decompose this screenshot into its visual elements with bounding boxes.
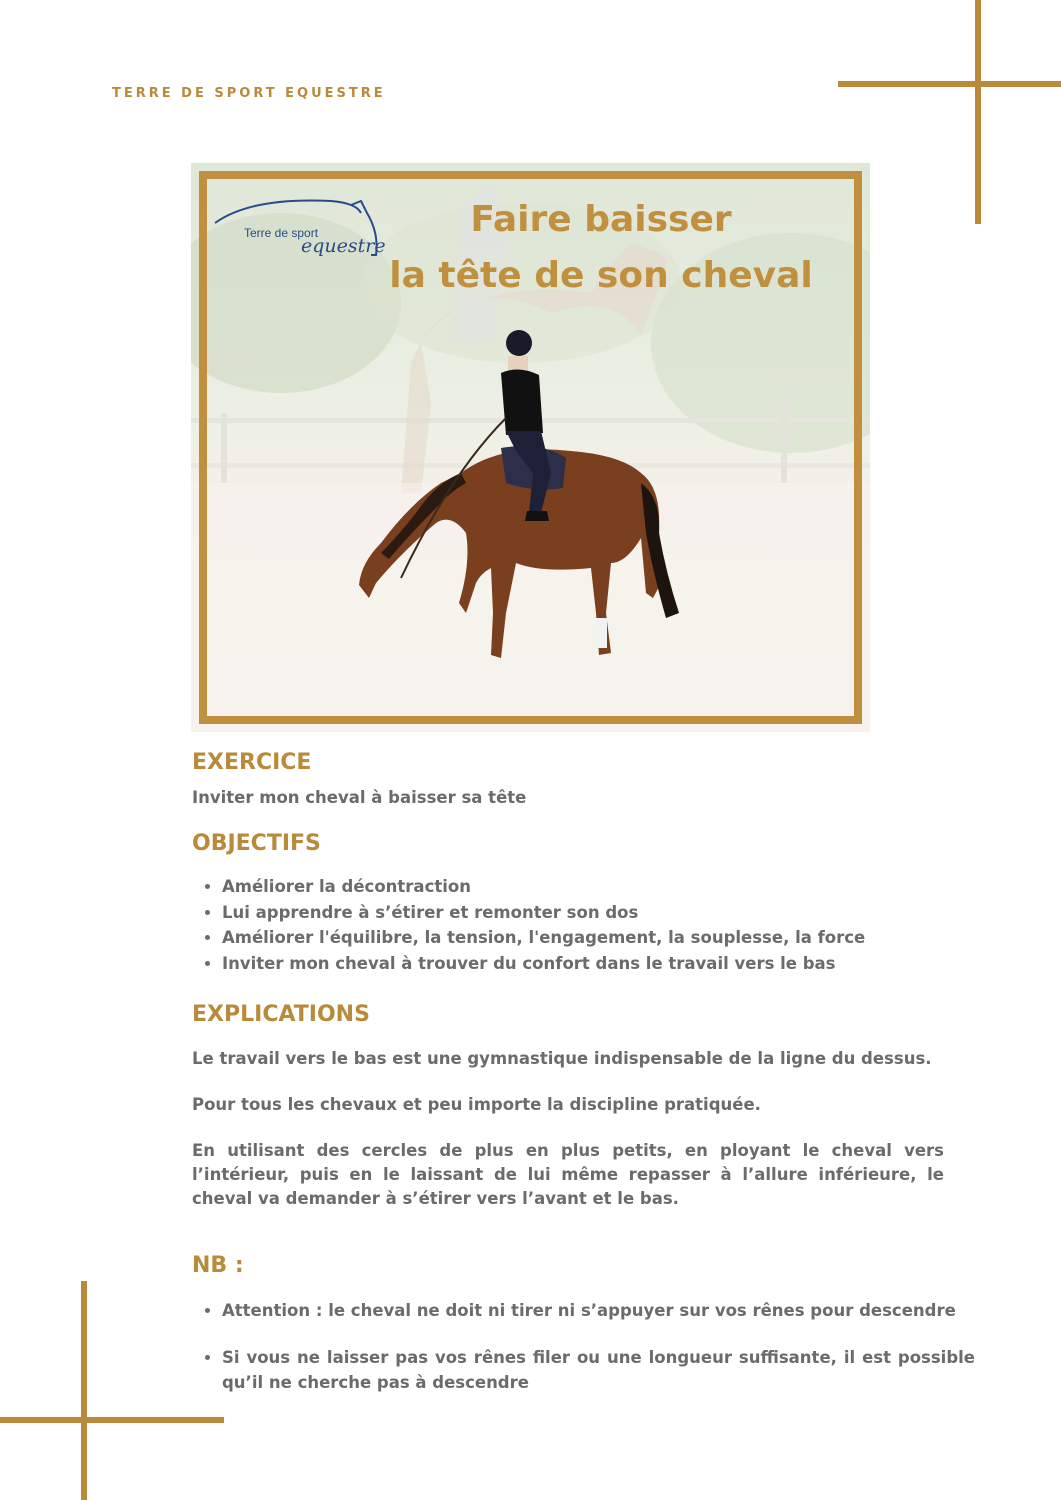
logo-text-top: Terre de sport bbox=[244, 226, 319, 240]
exercice-heading: EXERCICE bbox=[192, 750, 312, 775]
brand-header: TERRE DE SPORT EQUESTRE bbox=[112, 86, 386, 101]
explications-section bbox=[192, 1002, 944, 1211]
horse-rider-illustration bbox=[341, 323, 701, 668]
corner-line-top-vertical bbox=[975, 0, 981, 224]
objectifs-list bbox=[192, 874, 944, 976]
logo-text-bottom: equestre bbox=[301, 235, 386, 257]
nb-heading: NB : bbox=[192, 1253, 244, 1278]
corner-line-bottom-horizontal bbox=[0, 1417, 224, 1423]
objectifs-heading: OBJECTIFS bbox=[192, 831, 321, 856]
explications-paragraph: En utilisant des cercles de plus en plus petits, en ployant le cheval vers l’intérieur, puis en le laissant de lui même repasser à l’allure inférieure, le cheval va demander à s’étirer vers l’avant et le bas. bbox=[192, 1141, 944, 1208]
nb-list bbox=[192, 1298, 975, 1395]
corner-line-top-horizontal bbox=[838, 81, 1061, 87]
explications-paragraph: Le travail vers le bas est une gymnastique indispensable de la ligne du dessus. bbox=[192, 1049, 932, 1068]
hero-title-line2: la tête de son cheval bbox=[389, 255, 813, 296]
exercice-text: Inviter mon cheval à baisser sa tête bbox=[192, 788, 527, 807]
nb-section bbox=[192, 1253, 975, 1395]
objectifs-section bbox=[192, 831, 944, 976]
list-item: • Si vous ne laisser pas vos rênes filer ou une longueur suffisante, il est possible qu’il ne cherche pas à descendre bbox=[222, 1345, 975, 1395]
list-item: • Inviter mon cheval à trouver du confort dans le travail vers le bas bbox=[222, 951, 944, 977]
corner-line-bottom-vertical bbox=[81, 1281, 87, 1500]
logo bbox=[211, 183, 386, 258]
hero-title-line1: Faire baisser bbox=[470, 199, 732, 240]
hero-title bbox=[386, 193, 816, 305]
list-item: • Attention : le cheval ne doit ni tirer ni s’appuyer sur vos rênes pour descendre bbox=[222, 1298, 975, 1323]
hero-image bbox=[191, 163, 870, 732]
exercice-section bbox=[192, 750, 944, 810]
list-item: • Améliorer l'équilibre, la tension, l'engagement, la souplesse, la force bbox=[222, 925, 944, 951]
list-item: • Améliorer la décontraction bbox=[222, 874, 944, 900]
explications-paragraph: Pour tous les chevaux et peu importe la discipline pratiquée. bbox=[192, 1095, 761, 1114]
explications-heading: EXPLICATIONS bbox=[192, 1002, 370, 1027]
list-item: • Lui apprendre à s’étirer et remonter son dos bbox=[222, 900, 944, 926]
